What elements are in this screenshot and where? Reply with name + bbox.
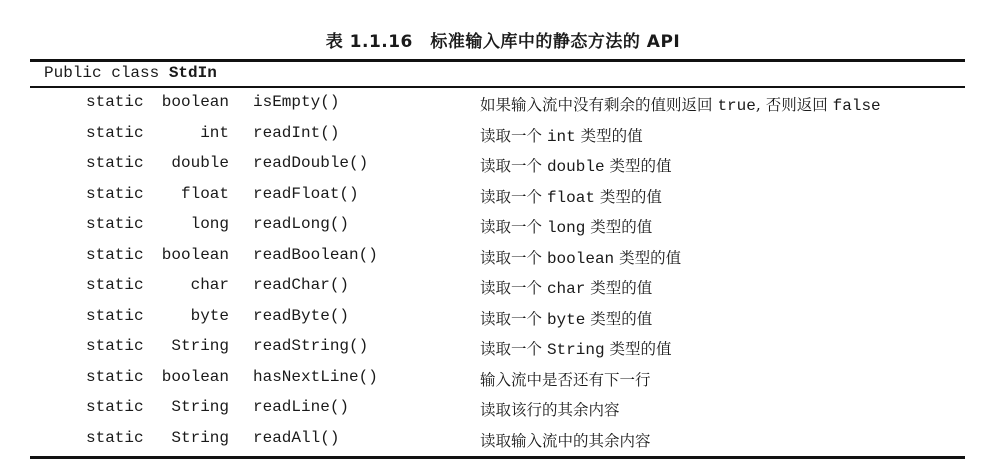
bottom-rule [30,456,965,459]
method-signature: readInt() [253,123,340,142]
description-text: 读取一个 [480,157,547,175]
description-text: 读取一个 [480,187,547,206]
description-text: 读取一个 [480,218,547,236]
return-type: String [171,428,229,447]
modifier: static [86,184,144,203]
description-code: char [546,280,586,298]
description-text: 类型的值 [604,340,672,358]
method-description [480,124,643,146]
modifier: static [86,367,144,386]
description-code: float [546,188,595,207]
method-description [480,307,652,329]
modifier: static [86,215,144,233]
table-row [0,93,1006,123]
return-type: boolean [161,245,229,264]
table-row [0,276,1006,306]
description-text: 读取该行的其余内容 [480,401,620,419]
method-signature: readFloat() [253,184,359,203]
class-prefix: Public class [44,64,169,82]
method-description [480,246,681,268]
description-text: 读取一个 [480,126,547,145]
description-code: long [546,219,586,237]
return-type: int [200,123,229,142]
description-text: 读取输入流中的其余内容 [480,431,651,450]
method-signature: readChar() [253,276,350,294]
table-row [0,307,1006,337]
description-text: , 否则返回 [755,96,833,114]
return-type: boolean [161,367,229,386]
table-row [0,215,1006,245]
description-text: 如果输入流中没有剩余的值则返回 [480,96,718,114]
modifier: static [86,337,144,355]
description-text: 类型的值 [604,157,672,175]
method-signature: readString() [253,337,369,355]
modifier: static [86,398,144,416]
method-signature: readByte() [253,306,350,325]
description-code: true [717,97,756,115]
return-type: float [180,184,229,203]
description-text: 读取一个 [480,340,547,358]
description-code: int [546,127,576,146]
method-description [480,368,651,390]
modifier: static [86,428,144,447]
return-type: long [190,215,229,233]
table-row [0,429,1006,459]
modifier: static [86,276,144,294]
table-row [0,154,1006,184]
method-description [480,154,671,176]
table-caption: 表 1.1.16 标准输入库中的静态方法的 API [325,32,681,52]
method-signature: isEmpty() [253,93,340,111]
method-signature: hasNextLine() [253,367,378,386]
description-text: 类型的值 [594,187,662,206]
description-text: 读取一个 [480,309,547,328]
description-text: 输入流中是否还有下一行 [480,370,651,389]
description-code: false [832,97,881,115]
table-row [0,185,1006,215]
return-type: byte [190,306,229,325]
description-code: byte [546,310,586,329]
method-description [480,276,652,298]
description-code: double [546,158,605,176]
return-type: String [171,398,229,416]
return-type: double [171,154,229,172]
table-row [0,398,1006,428]
class-name: StdIn [168,64,217,82]
header-rule [30,86,965,88]
method-description [480,398,620,420]
method-signature: readLong() [253,215,350,233]
method-description [480,93,881,115]
modifier: static [86,123,144,142]
description-text: 类型的值 [585,309,653,328]
method-signature: readAll() [253,428,340,447]
table-row [0,337,1006,367]
method-signature: readBoolean() [253,245,378,264]
table-row [0,368,1006,398]
modifier: static [86,306,144,325]
description-text: 类型的值 [614,248,682,267]
method-signature: readDouble() [253,154,369,172]
description-text: 读取一个 [480,279,547,297]
top-rule [30,59,965,62]
class-header [44,64,217,82]
description-text: 类型的值 [575,126,643,145]
description-text: 类型的值 [585,279,653,297]
method-signature: readLine() [253,398,350,416]
method-description [480,429,651,451]
method-description [480,215,652,237]
description-text: 读取一个 [480,248,547,267]
return-type: boolean [161,93,229,111]
description-code: boolean [546,249,615,268]
method-description [480,185,662,207]
modifier: static [86,245,144,264]
description-text: 类型的值 [585,218,653,236]
description-code: String [546,341,605,359]
method-description [480,337,671,359]
modifier: static [86,93,144,111]
return-type: String [171,337,229,355]
return-type: char [190,276,229,294]
modifier: static [86,154,144,172]
table-row [0,246,1006,276]
table-row [0,124,1006,154]
